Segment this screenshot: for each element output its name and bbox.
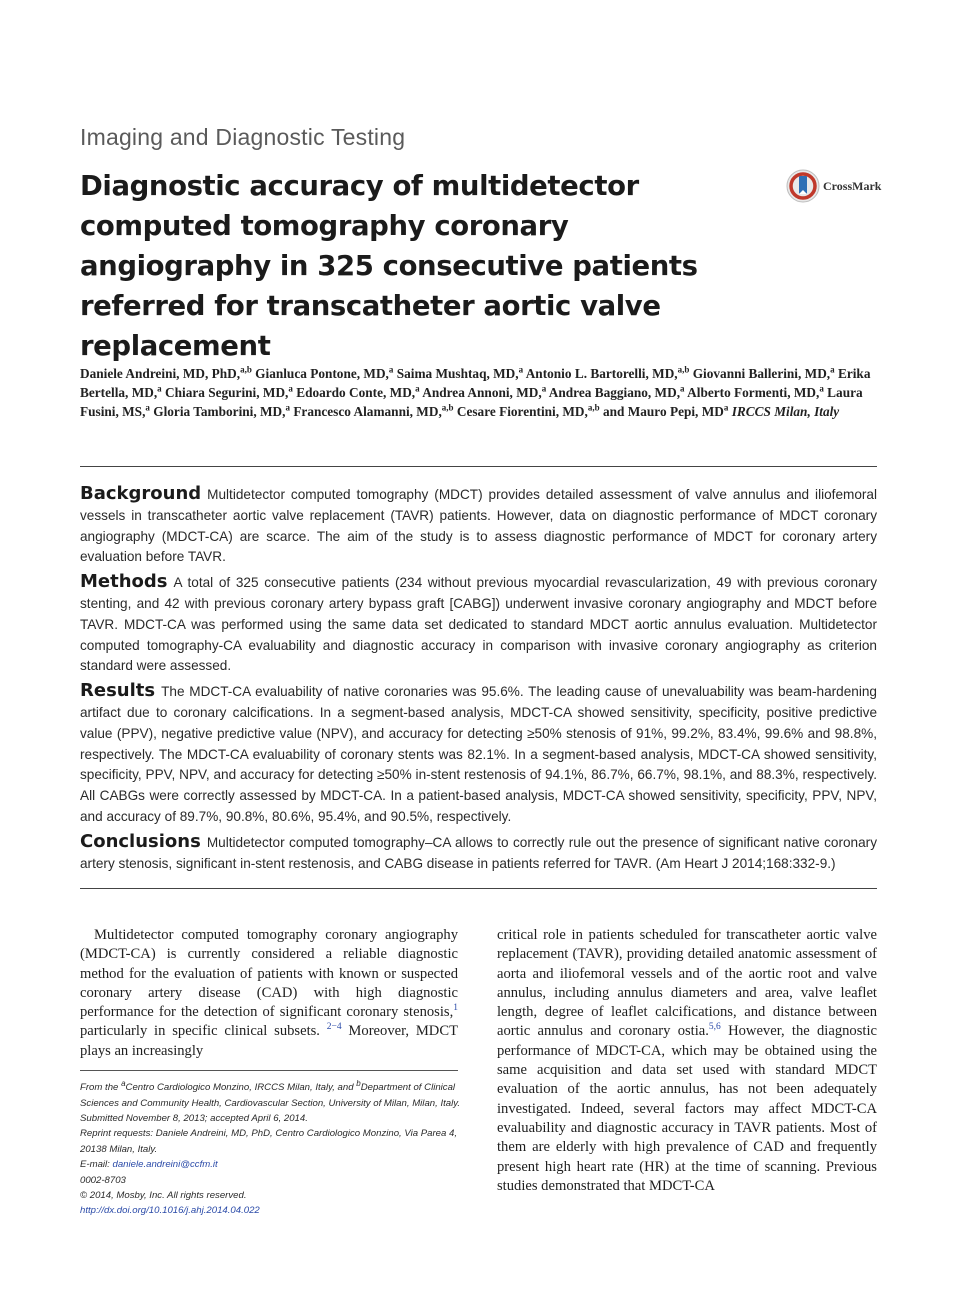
author-affil-sup: a bbox=[288, 383, 293, 394]
citation-link[interactable]: 2−4 bbox=[326, 1022, 342, 1033]
footnote-submitted: Submitted November 8, 2013; accepted April 6, 2014. bbox=[80, 1113, 308, 1124]
body-column-right bbox=[497, 926, 877, 1196]
abstract-results bbox=[80, 681, 877, 828]
footnote-sup: b bbox=[356, 1079, 361, 1088]
footnote-issn: 0002-8703 bbox=[80, 1174, 126, 1186]
author: Antonio L. Bartorelli, MD, bbox=[525, 366, 678, 381]
author: Gloria Tamborini, MD, bbox=[153, 404, 286, 419]
author: and Mauro Pepi, MD bbox=[602, 404, 724, 419]
author-affil-sup: a bbox=[680, 383, 685, 394]
citation-link[interactable]: 5,6 bbox=[708, 1022, 721, 1033]
author-affil-sup: a,b bbox=[240, 364, 252, 375]
author: Laura Fusini, MS, bbox=[80, 385, 863, 419]
author: Gianluca Pontone, MD, bbox=[255, 366, 389, 381]
author-affil-sup: a bbox=[819, 383, 824, 394]
article-title: Diagnostic accuracy of multidetector computed tomography coronary angiography in 325 consecutive patients referred for transcatheter aortic valve replacement bbox=[80, 170, 698, 362]
footnote-text: Department of Clinical Sciences and Community Health, Cardiovascular Section, University of Milan, Milan, Italy. bbox=[80, 1082, 460, 1109]
footnote-sup: a bbox=[121, 1079, 126, 1088]
body-paragraph bbox=[497, 926, 877, 1196]
crossmark-badge[interactable] bbox=[786, 168, 886, 204]
author-affil-sup: a bbox=[157, 383, 162, 394]
author-affil-sup: a bbox=[723, 402, 729, 413]
conclusions-heading: Conclusions bbox=[80, 830, 201, 852]
methods-heading: Methods bbox=[80, 571, 168, 593]
author-affil-sup: a,b bbox=[677, 364, 690, 375]
author-affil-sup: a bbox=[541, 383, 547, 394]
body-text: particularly in specific clinical subsets. bbox=[80, 1023, 320, 1040]
footnote-text: Centro Cardiologico Monzino, IRCCS Milan, Italy, and bbox=[125, 1082, 357, 1094]
methods-text: A total of 325 consecutive patients (234 without previous myocardial revascularization, 49 with previous coronary stenting, and 42 with previous coronary artery bypass graft [CABG]) underwent invasive coronary angiography and MDCT before TAVR. MDCT-CA was performed using the same data set dedicated to standard MDCT aortic annulus evaluation. Multidetector computed tomography-CA evaluability and diagnostic accuracy in comparison with invasive coronary angiography as criterion standard were assessed. bbox=[80, 575, 877, 674]
author: Cesare Fiorentini, MD, bbox=[456, 404, 588, 419]
footnote-text: From the bbox=[80, 1082, 122, 1094]
abstract-top-rule bbox=[80, 466, 877, 467]
body-paragraph bbox=[80, 926, 458, 1061]
author: Giovanni Ballerini, MD, bbox=[692, 366, 831, 381]
citation-link[interactable]: 1 bbox=[453, 1003, 458, 1014]
abstract-background bbox=[80, 484, 877, 568]
author-affil-sup: a,b bbox=[441, 402, 454, 413]
abstract-conclusions bbox=[80, 832, 877, 875]
author-affil-sup: a bbox=[415, 383, 420, 394]
footnote-email bbox=[80, 1157, 460, 1172]
abstract-bottom-rule bbox=[80, 888, 877, 889]
body-column-left bbox=[80, 926, 458, 1061]
author-affil-sup: a bbox=[518, 364, 524, 375]
footnotes bbox=[80, 1076, 460, 1219]
author-list bbox=[80, 364, 880, 421]
background-heading: Background bbox=[80, 483, 202, 504]
author-affil-sup: a bbox=[830, 364, 835, 375]
author: Andrea Baggiano, MD, bbox=[548, 385, 681, 400]
author-affil-sup: a,b bbox=[587, 402, 600, 413]
affiliation: IRCCS Milan, Italy bbox=[731, 404, 840, 419]
footnote-reprint: Reprint requests: Daniele Andreini, MD, PhD, Centro Cardiologico Monzino, Via Parea 4, 20138 Milan, Italy. bbox=[80, 1128, 458, 1155]
section-label: Imaging and Diagnostic Testing bbox=[80, 124, 406, 150]
results-text: The MDCT-CA evaluability of native coronaries was 95.6%. The leading cause of unevaluability was beam-hardening artifact due to coronary calcifications. In a segment-based analysis, MDCT-CA showed sensitivity, specificity, positive predictive value (PPV), negative predictive value (NPV), and accuracy for detecting ≥50% stenosis of 91%, 99.2%, 83.4%, 99.6% and 98.8%, respectively. The MDCT-CA evaluability of coronary stents was 82.1%. In a segment-based analysis, MDCT-CA showed sensitivity, specificity, PPV, NPV, and accuracy for detecting ≥50% in-stent restenosis of 94.1%, 86.7%, 66.7%, 98.1%, and 88.3%, respectively. All CABGs were correctly assessed by MDCT-CA. In a patient-based analysis, MDCT-CA showed sensitivity, specificity, PPV, NPV, and accuracy of 89.7%, 90.8%, 80.6%, 95.4%, and 90.5%, respectively. bbox=[80, 684, 877, 824]
author: Saima Mushtaq, MD, bbox=[396, 366, 519, 381]
footnote-rule bbox=[80, 1070, 458, 1071]
body-text: critical role in patients scheduled for transcatheter aortic valve replacement (TAVR), providing detailed anatomic assessment of aorta and iliofemoral vessels and of the aortic root and valve annulus, including annulus diameters and area, valve leaflet length, degree of leaflet calcifications, and distance between aortic annulus and coronary ostia. bbox=[497, 927, 877, 1040]
background-text: Multidetector computed tomography (MDCT) provides detailed assessment of valve annulus and iliofemoral vessels in transcatheter aortic valve replacement (TAVR) patients. However, data on diagnostic performance of MDCT coronary angiography (MDCT-CA) are scarce. The aim of the study is to assess diagnostic performance of MDCT for coronary artery evaluation before TAVR. bbox=[80, 487, 877, 565]
author: Francesco Alamanni, MD, bbox=[293, 404, 442, 419]
results-heading: Results bbox=[80, 680, 156, 702]
footnote-from bbox=[80, 1076, 460, 1111]
author: Alberto Formenti, MD, bbox=[687, 385, 820, 400]
doi-link[interactable]: http://dx.doi.org/10.1016/j.ahj.2014.04.022 bbox=[80, 1205, 260, 1217]
abstract bbox=[80, 484, 877, 878]
footnote-text: E-mail: bbox=[80, 1159, 113, 1171]
body-text: Multidetector computed tomography coronary angiography (MDCT-CA) is currently considered a reliable diagnostic method for the evaluation of patients with known or suspected coronary artery disease (CAD) with high diagnostic performance for the detection of significant coronary stenosis, bbox=[80, 927, 458, 1021]
author: Chiara Segurini, MD, bbox=[165, 385, 289, 400]
crossmark-icon bbox=[786, 169, 820, 203]
author-affil-sup: a bbox=[388, 364, 394, 375]
author: Erika Bertella, MD, bbox=[80, 366, 871, 400]
footnote-copyright: © 2014, Mosby, Inc. All rights reserved. bbox=[80, 1190, 247, 1202]
body-text: Moreover, MDCT plays an increasingly bbox=[80, 1023, 458, 1059]
author-affil-sup: a bbox=[145, 402, 150, 413]
abstract-methods bbox=[80, 572, 877, 677]
author: Edoardo Conte, MD, bbox=[296, 385, 416, 400]
email-link[interactable]: daniele.andreini@ccfm.it bbox=[112, 1159, 218, 1171]
conclusions-text: Multidetector computed tomography–CA allows to correctly rule out the presence of significant native coronary artery stenosis, significant in-stent restenosis, and CABG disease in patients referred for TAVR. (Am Heart J 2014;168:332-9.) bbox=[80, 834, 877, 871]
crossmark-label: CrossMark bbox=[823, 178, 882, 193]
author: Daniele Andreini, MD, PhD, bbox=[80, 366, 241, 381]
body-text: However, the diagnostic performance of MDCT-CA, which may be obtained using the same acquisition and data set used with standard MDCT evaluation of the aortic annulus, has not been adequately investigated. Indeed, several factors may affect MDCT-CA evaluability and diagnostic accuracy in TAVR patients. Most of them are elderly with high prevalence of CAD and frequently present high heart rate (HR) at the time of scanning. Previous studies demonstrated that MDCT-CA bbox=[497, 1023, 877, 1194]
author: Andrea Annoni, MD, bbox=[422, 385, 542, 400]
author-affil-sup: a bbox=[285, 402, 290, 413]
